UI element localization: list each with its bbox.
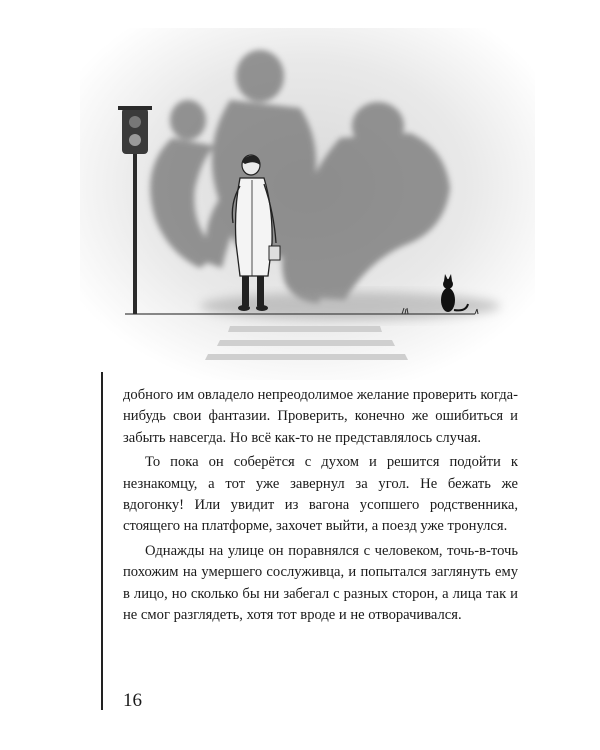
paragraph-3: Однажды на улице он поравнялся с человеком, точь-в-точь похожим на умершего сослуживца, и попытался заглянуть ему в лицо, но сколько бы ни забегал с разных сторон, а лица так и не смог разглядеть, хотя тот вроде и не отворачивался. (123, 542, 518, 624)
body-text (123, 385, 518, 626)
crosswalk (205, 326, 408, 360)
paragraph-2: То пока он соберётся с духом и решится подойти к незнакомцу, а тот уже завернул за угол. Не бежать же вдогонку! Или увидит из вагона усопшего родственника, стоящего на платформе, захочет выйти, а поезд уже тронулся. (123, 454, 518, 535)
paragraph-1: добного им овладело непреодолимое желание проверить когда-нибудь свои фантазии. Проверить, конечно же ошибиться и забыть навсегда. Но всё как-то не представлялось случая. (123, 387, 518, 446)
page-number: 16 (123, 690, 142, 711)
illustration (80, 28, 535, 380)
margin-rule (101, 372, 103, 710)
